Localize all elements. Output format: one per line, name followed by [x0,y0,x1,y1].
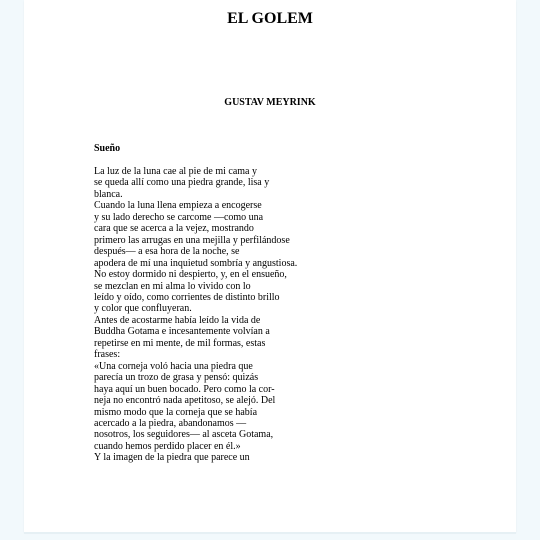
text-line: después— a esa hora de la noche, se [94,246,240,258]
book-author: GUSTAV MEYRINK [224,97,316,108]
text-line: se queda allí como una piedra grande, lisa y [94,177,270,189]
text-line: repetirse en mi mente, de mil formas, estas [94,337,266,349]
text-line: Antes de acostarme había leído la vida de [94,314,261,326]
text-line: Buddha Gotama e incesantemente volvían a [94,326,270,338]
text-line: y su lado derecho se carcome —como una [94,211,264,223]
text-line: primero las arrugas en una mejilla y perfilándose [94,234,290,246]
text-line: cuando hemos perdido placer en él.» [94,440,241,452]
text-line: leído y oído, como corrientes de distinto brillo [94,291,280,303]
page-bottom-edge [24,532,516,534]
text-line: haya aquí un buen bocado. Pero como la cor- [94,383,275,395]
text-line: «Una corneja voló hacia una piedra que [94,360,253,372]
book-title: EL GOLEM [227,10,313,27]
text-line: No estoy dormido ni despierto, y, en el ensueño, [94,269,287,281]
document-page [24,0,516,532]
text-line: La luz de la luna cae al pie de mi cama y [94,166,257,177]
body-text [94,166,354,464]
text-line: se mezclan en mi alma lo vivido con lo [94,280,251,292]
text-line: Cuando la luna llena empieza a encogerse [94,200,262,212]
text-line: Y la imagen de la piedra que parece un [94,452,250,464]
text-line: frases: [94,349,121,361]
text-line: acercado a la piedra, abandonamos — [94,417,247,429]
text-line: y color que confluyeran. [94,303,192,315]
chapter-heading: Sueño [94,143,121,154]
text-line: nosotros, los seguidores— al asceta Gotama, [94,429,274,441]
text-line: blanca. [94,188,123,200]
text-line: neja no encontró nada apetitoso, se alejó. Del [94,395,276,407]
text-line: parecía un trozo de grasa y pensó: quizás [94,372,259,384]
text-line: cara que se acerca a la vejez, mostrando [94,223,254,235]
text-line: apodera de mí una inquietud sombría y angustiosa. [94,257,298,269]
text-line: mismo modo que la corneja que se había [94,406,258,418]
